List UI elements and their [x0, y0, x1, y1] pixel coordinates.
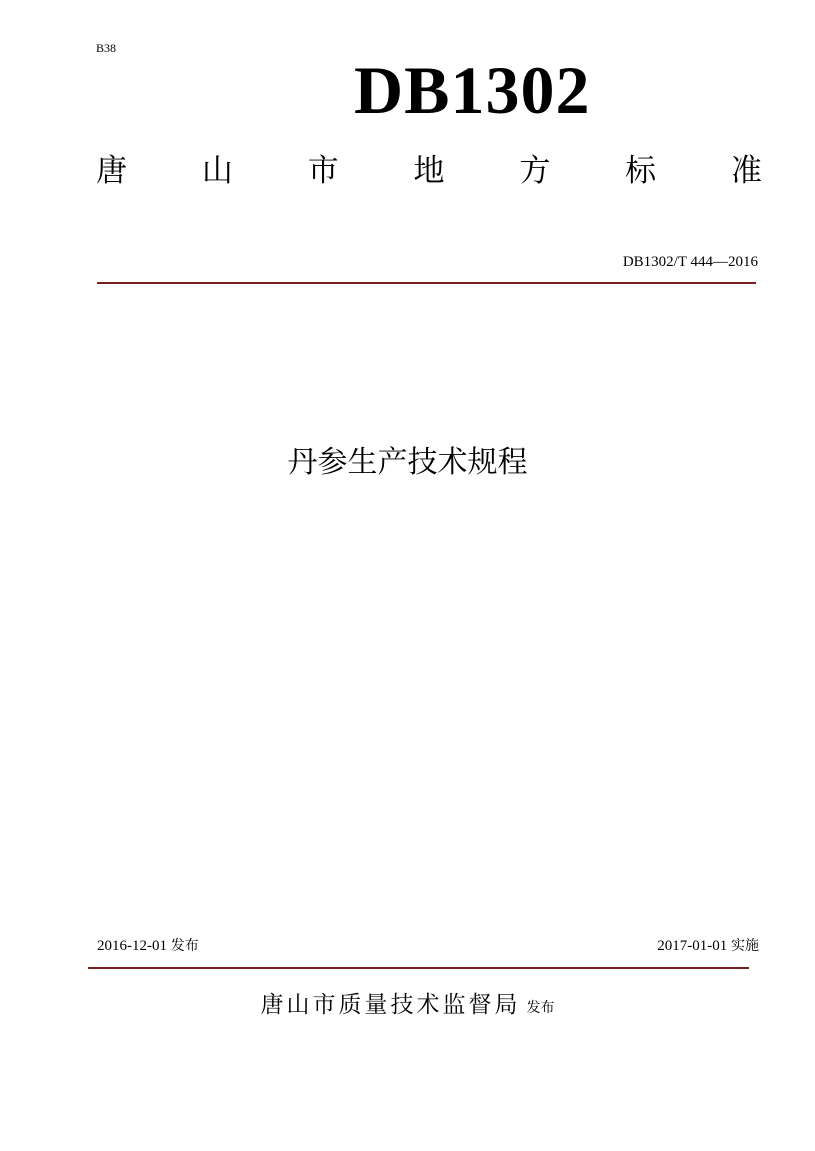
standard-type-char: 市 — [307, 153, 339, 189]
classification-code: B38 — [96, 41, 117, 55]
issue-label: 发布 — [170, 938, 199, 954]
standard-type-heading — [96, 148, 762, 194]
standard-number: DB1302/T 444—2016 — [622, 254, 758, 270]
issuer-line — [0, 986, 815, 1019]
effective-date-block — [657, 935, 759, 955]
standard-type-char: 标 — [625, 153, 657, 189]
issue-date-block — [97, 935, 199, 955]
bottom-divider — [88, 967, 749, 969]
standard-code-heading: DB1302 — [354, 52, 591, 128]
top-divider — [97, 282, 756, 284]
standard-type-char: 山 — [201, 153, 233, 189]
standard-type-char: 方 — [519, 153, 551, 189]
issue-date: 2016-12-01 — [97, 938, 167, 954]
effective-label: 实施 — [731, 938, 759, 954]
date-row — [97, 935, 759, 955]
standard-type-char: 准 — [730, 153, 762, 189]
document-title: 丹参生产技术规程 — [287, 445, 528, 480]
effective-date: 2017-01-01 — [657, 938, 728, 954]
publish-label: 发布 — [526, 1000, 555, 1016]
standard-type-char: 唐 — [96, 153, 127, 189]
issuing-authority: 唐山市质量技术监督局 — [260, 992, 521, 1018]
standard-type-char: 地 — [413, 153, 445, 189]
